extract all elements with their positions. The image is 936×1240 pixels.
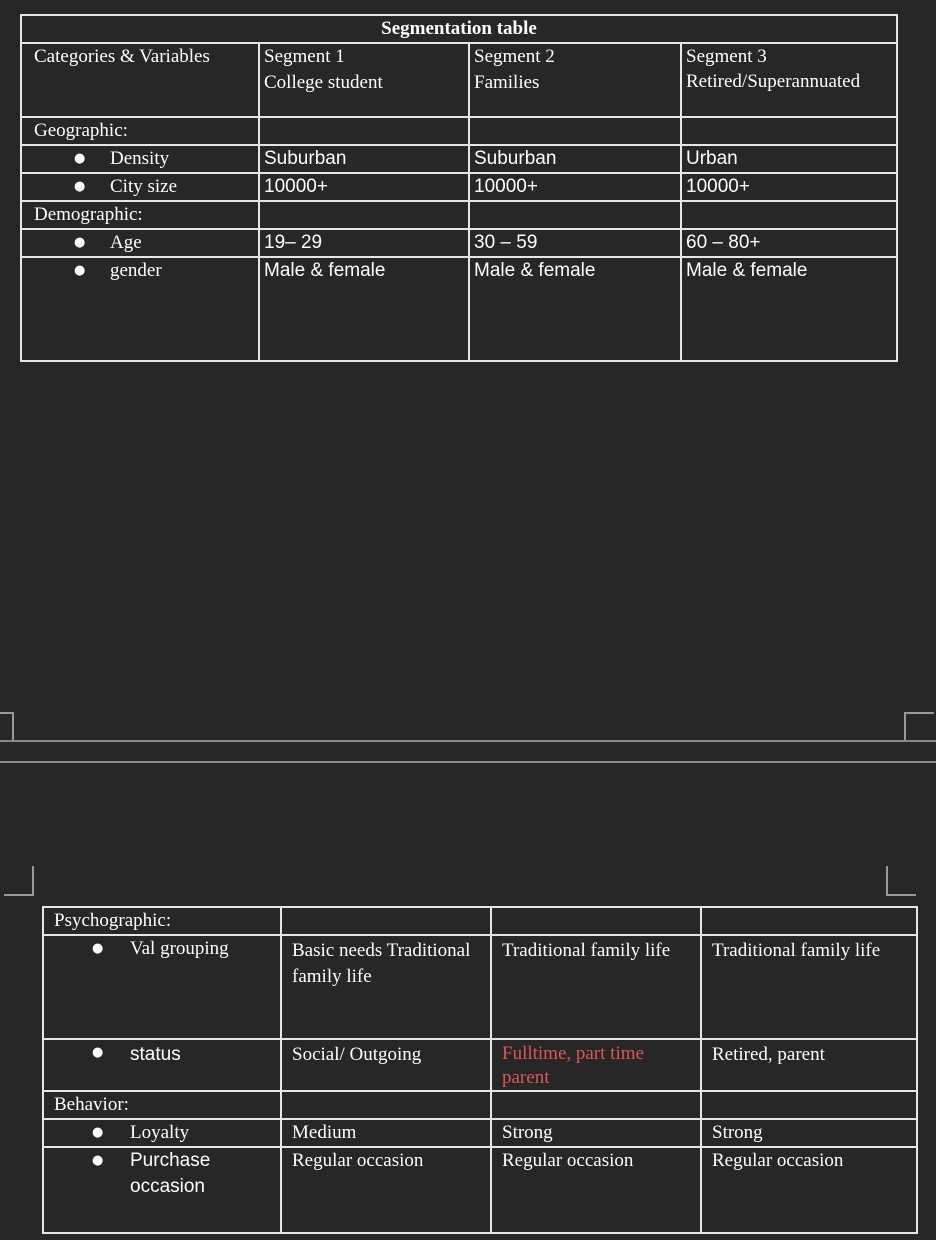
variable-age xyxy=(21,229,259,257)
variable-purchase-occasion xyxy=(43,1147,281,1233)
empty-cell xyxy=(469,201,681,229)
bullet-icon: ● xyxy=(92,941,104,956)
page-break-line xyxy=(0,740,936,742)
table-cell: Regular occasion xyxy=(281,1147,491,1233)
bullet-icon: ● xyxy=(74,263,86,278)
table-row xyxy=(43,1119,917,1147)
empty-cell xyxy=(701,1091,917,1119)
table-cell-highlight: Fulltime, part time parent xyxy=(491,1039,701,1091)
table-cell: 19– 29 xyxy=(259,229,469,257)
table-row xyxy=(21,201,897,229)
table-cell: Regular occasion xyxy=(491,1147,701,1233)
table-row xyxy=(43,1091,917,1119)
variable-loyalty xyxy=(43,1119,281,1147)
page-corner-marker xyxy=(886,866,916,896)
segmentation-table xyxy=(20,14,898,362)
bullet-icon: ● xyxy=(74,235,86,250)
table-row xyxy=(43,907,917,935)
table-row xyxy=(21,117,897,145)
table-cell: Basic needs Traditional family life xyxy=(281,935,491,1039)
segment-1-name: College student xyxy=(264,72,383,93)
table-cell: Traditional family life xyxy=(491,935,701,1039)
variable-label: Val grouping xyxy=(130,938,229,959)
category-geographic: Geographic: xyxy=(21,117,259,145)
variable-label: gender xyxy=(110,260,162,281)
page-corner-marker xyxy=(0,712,14,742)
table-header-row xyxy=(21,43,897,117)
variable-city-size xyxy=(21,173,259,201)
empty-cell xyxy=(259,201,469,229)
table-cell: Urban xyxy=(681,145,897,173)
segment-2-name: Families xyxy=(474,72,540,93)
variable-density xyxy=(21,145,259,173)
empty-cell xyxy=(281,1091,491,1119)
table-row xyxy=(43,1039,917,1091)
variable-label: Density xyxy=(110,148,170,169)
table-row xyxy=(21,145,897,173)
table-cell: Retired, parent xyxy=(701,1039,917,1091)
category-demographic: Demographic: xyxy=(21,201,259,229)
empty-cell xyxy=(491,1091,701,1119)
empty-cell xyxy=(491,907,701,935)
bullet-icon: ● xyxy=(74,179,86,194)
empty-cell xyxy=(281,907,491,935)
page-corner-marker xyxy=(4,866,34,896)
header-categories: Categories & Variables xyxy=(21,43,259,117)
table-cell: Strong xyxy=(491,1119,701,1147)
table-cell: 10000+ xyxy=(681,173,897,201)
empty-cell xyxy=(259,117,469,145)
category-behavior: Behavior: xyxy=(43,1091,281,1119)
variable-label: City size xyxy=(110,176,178,197)
empty-cell xyxy=(681,117,897,145)
table-row xyxy=(43,935,917,1039)
table-title: Segmentation table xyxy=(21,15,897,43)
table-cell: Medium xyxy=(281,1119,491,1147)
table-row xyxy=(21,257,897,361)
header-segment-1 xyxy=(259,43,469,117)
page-corner-marker xyxy=(904,712,934,742)
table-cell: Male & female xyxy=(681,257,897,361)
segment-3-name: Retired/Superannuated xyxy=(686,71,861,92)
bullet-icon: ● xyxy=(92,1125,104,1140)
empty-cell xyxy=(469,117,681,145)
table-cell: Strong xyxy=(701,1119,917,1147)
table-cell: 10000+ xyxy=(259,173,469,201)
table-row xyxy=(21,173,897,201)
category-psychographic: Psychographic: xyxy=(43,907,281,935)
variable-label: Purchase occasion xyxy=(130,1150,211,1197)
variable-status xyxy=(43,1039,281,1091)
table-cell: Male & female xyxy=(469,257,681,361)
bullet-icon: ● xyxy=(92,1045,104,1060)
empty-cell xyxy=(681,201,897,229)
header-segment-3 xyxy=(681,43,897,117)
header-segment-2 xyxy=(469,43,681,117)
table-title-row xyxy=(21,15,897,43)
segment-2-label: Segment 2 xyxy=(474,46,555,67)
table-cell: Social/ Outgoing xyxy=(281,1039,491,1091)
table-cell: 60 – 80+ xyxy=(681,229,897,257)
segment-1-label: Segment 1 xyxy=(264,46,345,67)
variable-gender xyxy=(21,257,259,361)
table-cell: Regular occasion xyxy=(701,1147,917,1233)
table-cell: Suburban xyxy=(469,145,681,173)
page-break-line xyxy=(0,761,936,763)
table-cell: 10000+ xyxy=(469,173,681,201)
bullet-icon: ● xyxy=(74,151,86,166)
variable-label: status xyxy=(130,1044,181,1065)
table-row xyxy=(43,1147,917,1233)
table-cell: Suburban xyxy=(259,145,469,173)
variable-label: Age xyxy=(110,232,142,253)
bullet-icon: ● xyxy=(92,1153,104,1168)
table-row xyxy=(21,229,897,257)
table-cell: 30 – 59 xyxy=(469,229,681,257)
variable-label: Loyalty xyxy=(130,1122,190,1143)
table-cell: Traditional family life xyxy=(701,935,917,1039)
empty-cell xyxy=(701,907,917,935)
segment-3-label: Segment 3 xyxy=(686,46,767,67)
table-cell: Male & female xyxy=(259,257,469,361)
variable-val-grouping xyxy=(43,935,281,1039)
segmentation-table-continued xyxy=(42,906,918,1234)
